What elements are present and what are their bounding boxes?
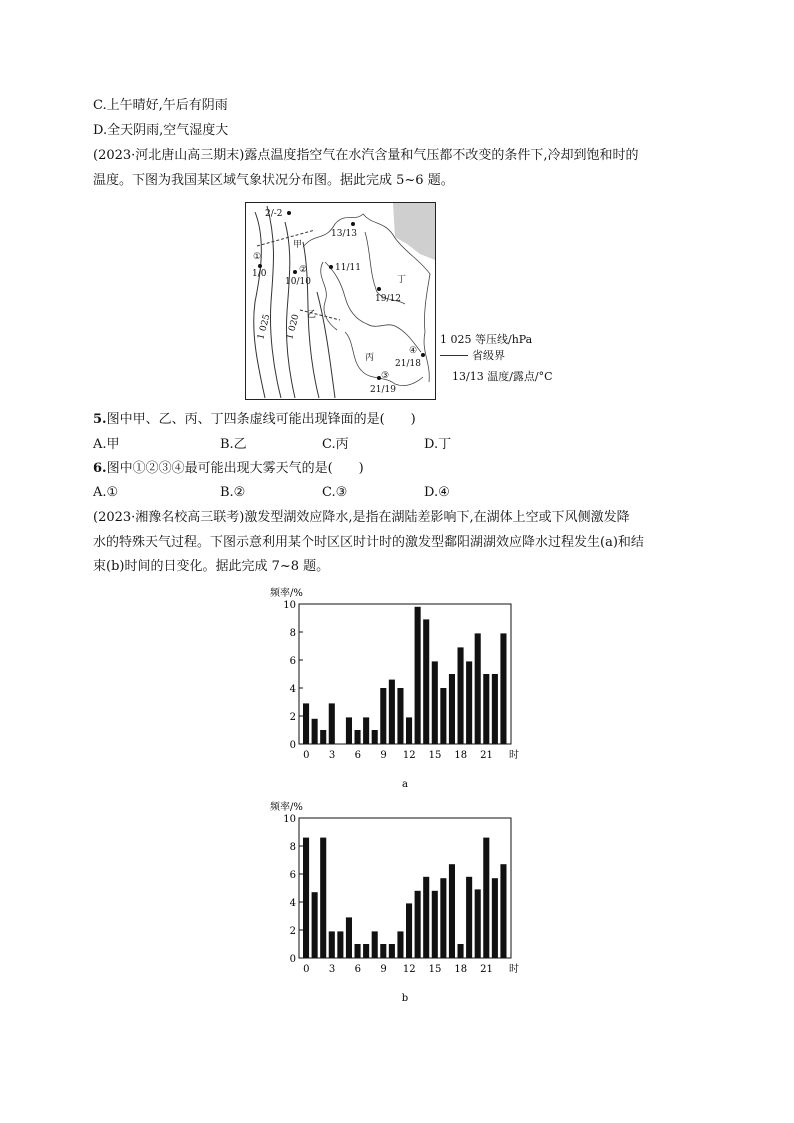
- y-tick-label: 6: [289, 870, 296, 881]
- q5-option-c[interactable]: C.丙: [322, 437, 349, 452]
- question-5: 5.图中甲、乙、丙、丁四条虚线可能出现锋面的是( ): [93, 412, 416, 427]
- x-tick-label: 18: [454, 750, 468, 761]
- bar: [397, 688, 403, 744]
- bar: [500, 633, 506, 744]
- bar: [466, 877, 472, 958]
- map-point: [329, 265, 333, 269]
- x-tick-label: 9: [380, 964, 387, 975]
- y-tick-label: 2: [289, 926, 296, 937]
- label-10-10: 10/10: [285, 277, 311, 287]
- intro-paragraph-2-line-3: 束(b)时间的日变化。据此完成 7~8 题。: [93, 559, 330, 574]
- bar: [440, 878, 446, 958]
- y-tick-label: 6: [289, 656, 296, 667]
- legend-province: 省级界: [472, 349, 505, 362]
- bar: [380, 688, 386, 744]
- chart-xlabel: 时: [509, 964, 519, 975]
- bar: [440, 688, 446, 744]
- label-1-0: 1/0: [252, 269, 267, 279]
- y-tick-label: 4: [289, 684, 296, 695]
- bar: [423, 619, 429, 744]
- bar: [372, 730, 378, 744]
- y-tick-label: 10: [283, 814, 296, 825]
- label-jia: 甲: [293, 240, 303, 250]
- y-tick-label: 2: [289, 712, 296, 723]
- bar: [389, 944, 395, 958]
- x-tick-label: 18: [454, 964, 468, 975]
- x-tick-label: 3: [328, 750, 336, 761]
- x-tick-label: 21: [480, 964, 493, 975]
- bar: [389, 680, 395, 744]
- bar: [363, 717, 369, 744]
- bar: [492, 674, 498, 744]
- label-isobar-1020: 1 020: [285, 313, 302, 341]
- legend-border-line: [440, 355, 468, 356]
- map-point: [258, 264, 262, 268]
- question-6: 6.图中①②③④最可能出现大雾天气的是( ): [93, 461, 364, 476]
- bar: [449, 864, 455, 958]
- x-tick-label: 15: [428, 750, 442, 761]
- label-13-13: 13/13: [331, 229, 357, 239]
- q6-option-b[interactable]: B.②: [220, 485, 246, 500]
- x-tick-label: 9: [380, 750, 387, 761]
- q5-option-b[interactable]: B.乙: [220, 437, 247, 452]
- bar: [329, 931, 335, 958]
- y-tick-label: 10: [283, 600, 296, 611]
- bar: [475, 633, 481, 744]
- y-tick-label: 0: [289, 740, 296, 751]
- label-21-19: 21/19: [370, 385, 396, 395]
- bar: [458, 647, 464, 744]
- bar: [406, 903, 412, 958]
- label-circle-1: ①: [253, 252, 262, 262]
- bar: [312, 892, 318, 958]
- bar: [337, 931, 343, 958]
- x-tick-label: 21: [480, 750, 493, 761]
- y-tick-label: 0: [289, 954, 296, 965]
- bar: [423, 877, 429, 958]
- bar: [303, 703, 309, 744]
- label-circle-4: ④: [409, 346, 418, 356]
- chart-caption: b: [401, 993, 409, 1004]
- legend-temp-dew: 13/13 温度/露点/°C: [452, 370, 553, 383]
- q6-option-c[interactable]: C.③: [322, 485, 348, 500]
- label-circle-3: ③: [381, 371, 390, 381]
- bar: [483, 838, 489, 958]
- map-point: [293, 270, 297, 274]
- label-ding: 丁: [397, 275, 407, 285]
- bar: [415, 607, 421, 744]
- bar: [432, 661, 438, 744]
- bar: [432, 891, 438, 958]
- x-tick-label: 0: [303, 964, 310, 975]
- label-21-18: 21/18: [395, 359, 421, 369]
- q6-option-a[interactable]: A.①: [93, 485, 119, 500]
- chart-xlabel: 时: [509, 750, 519, 761]
- bar: [397, 931, 403, 958]
- label-isobar-1025: 1 025: [256, 313, 273, 341]
- bar: [492, 878, 498, 958]
- q5-option-a[interactable]: A.甲: [93, 437, 120, 452]
- y-tick-label: 8: [289, 628, 296, 639]
- label-19-12: 19/12: [375, 294, 401, 304]
- label-yi: 乙: [307, 310, 317, 320]
- label-11-11: 11/11: [335, 263, 361, 273]
- intro-paragraph-1-line-2: 温度。下图为我国某区域气象状况分布图。据此完成 5~6 题。: [93, 173, 454, 188]
- map-point: [421, 353, 425, 357]
- chart-caption: a: [402, 779, 408, 790]
- intro-paragraph-2-line-1: (2023·湘豫名校高三联考)激发型湖效应降水,是指在湖陆差影响下,在湖体上空或下风侧激发降: [93, 510, 630, 525]
- label-bing: 丙: [365, 353, 375, 363]
- bar: [303, 838, 309, 958]
- bar: [483, 674, 489, 744]
- label-2-2: 2/-2: [265, 209, 283, 219]
- y-tick-label: 4: [289, 898, 296, 909]
- bar: [320, 730, 326, 744]
- intro-paragraph-1-line-1: (2023·河北唐山高三期末)露点温度指空气在水汽含量和气压都不改变的条件下,冷却到饱和时的: [93, 148, 639, 163]
- x-tick-label: 15: [428, 964, 442, 975]
- x-tick-label: 0: [303, 750, 310, 761]
- weather-map: [245, 202, 436, 400]
- option-c-prev: C.上午晴好,午后有阴雨: [93, 98, 228, 113]
- x-tick-label: 3: [328, 964, 336, 975]
- q6-option-d[interactable]: D.④: [424, 485, 450, 500]
- x-tick-label: 6: [354, 750, 361, 761]
- map-point: [377, 287, 381, 291]
- option-d-prev: D.全天阴雨,空气湿度大: [93, 123, 229, 138]
- bar-chart-b: [270, 796, 530, 1008]
- y-tick-label: 8: [289, 842, 296, 853]
- bar: [363, 944, 369, 958]
- bar: [406, 717, 412, 744]
- bar: [329, 703, 335, 744]
- q5-option-d[interactable]: D.丁: [424, 437, 452, 452]
- label-circle-2: ②: [299, 265, 308, 275]
- bar: [346, 717, 352, 744]
- x-tick-label: 6: [354, 964, 361, 975]
- bar: [372, 931, 378, 958]
- map-point: [351, 222, 355, 226]
- bar: [312, 719, 318, 744]
- map-point: [287, 211, 291, 215]
- bar: [500, 864, 506, 958]
- x-tick-label: 12: [402, 964, 416, 975]
- bar: [466, 661, 472, 744]
- chart-ylabel: 频率/%: [270, 588, 303, 599]
- intro-paragraph-2-line-2: 水的特殊天气过程。下图示意利用某个时区区时计时的激发型鄱阳湖湖效应降水过程发生(a)和结: [93, 535, 644, 550]
- bar: [449, 674, 455, 744]
- bar: [415, 891, 421, 958]
- chart-ylabel: 频率/%: [270, 802, 303, 813]
- bar-chart-a: [270, 582, 530, 792]
- x-tick-label: 12: [402, 750, 416, 761]
- bar: [320, 838, 326, 958]
- bar: [346, 917, 352, 958]
- legend-isobar: 1 025 等压线/hPa: [440, 333, 533, 346]
- bar: [475, 889, 481, 958]
